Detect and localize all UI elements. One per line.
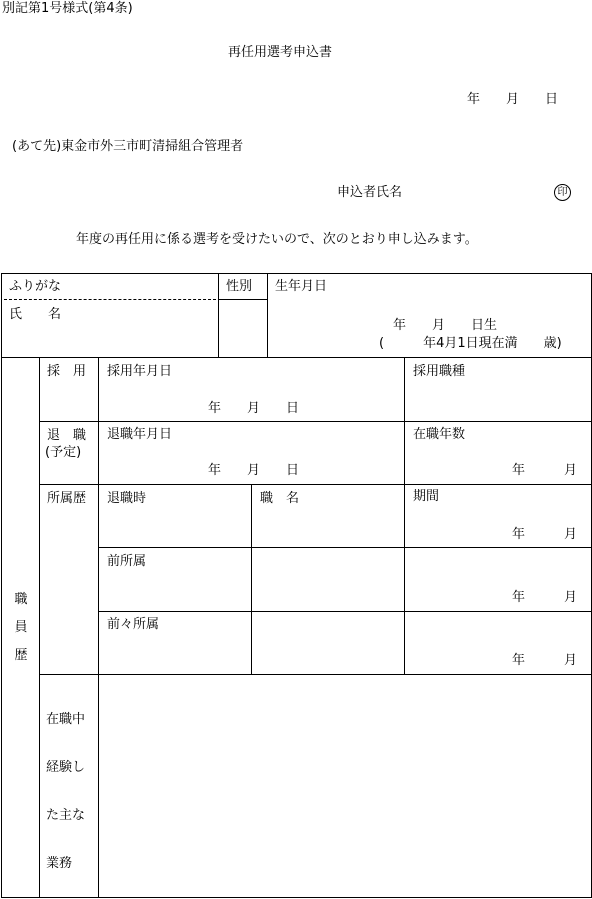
furigana-label: ふりがな [9, 279, 62, 294]
service-years-value: 年 月 [512, 463, 578, 478]
sex-label: 性別 [226, 279, 253, 294]
main-duties-label: 在職中 経験し た主な 業務 [46, 712, 86, 871]
career-side-label: 職 員 歴 [14, 592, 28, 663]
hire-date-value: 年 月 日 [208, 401, 300, 416]
main-duties-field[interactable] [100, 676, 590, 896]
affiliation-row-name: 前々所属 [107, 617, 160, 632]
retire-date-value: 年 月 日 [208, 463, 300, 478]
affiliation-row-period: 年 月 [512, 527, 578, 542]
hire-job-type-label: 採用職種 [413, 364, 466, 379]
form-number: 別記第1号様式(第4条) [2, 1, 133, 16]
retire-label-sub: (予定) [45, 445, 82, 460]
position-column-label: 職 名 [260, 491, 300, 506]
retire-date-label: 退職年月日 [107, 427, 173, 442]
service-years-label: 在職年数 [413, 427, 466, 442]
affiliation-row-name: 退職時 [107, 491, 147, 506]
affiliation-row-period: 年 月 [512, 653, 578, 668]
retire-label: 退 職 [47, 428, 87, 443]
applicant-name-label: 申込者氏名 [337, 185, 403, 200]
addressee: (あて先)東金市外三市町清掃組合管理者 [12, 139, 244, 154]
period-column-label: 期間 [413, 489, 440, 504]
name-label: 氏 名 [9, 307, 62, 322]
seal-mark: 印 [554, 184, 571, 201]
affiliation-label: 所属歴 [47, 491, 87, 506]
form-title: 再任用選考申込書 [228, 45, 333, 60]
application-statement: 年度の再任用に係る選考を受けたいので、次のとおり申し込みます。 [76, 232, 478, 247]
affiliation-row-period: 年 月 [512, 590, 578, 605]
birth-date-value: 年 月 日生 [393, 318, 498, 333]
birth-date-label: 生年月日 [275, 279, 328, 294]
submission-date: 年 月 日 [467, 92, 559, 107]
age-note: ( 年4月1日現在満 歳) [379, 336, 562, 351]
hire-date-label: 採用年月日 [107, 364, 173, 379]
affiliation-row-name: 前所属 [107, 554, 147, 569]
hire-label: 採 用 [47, 364, 87, 379]
